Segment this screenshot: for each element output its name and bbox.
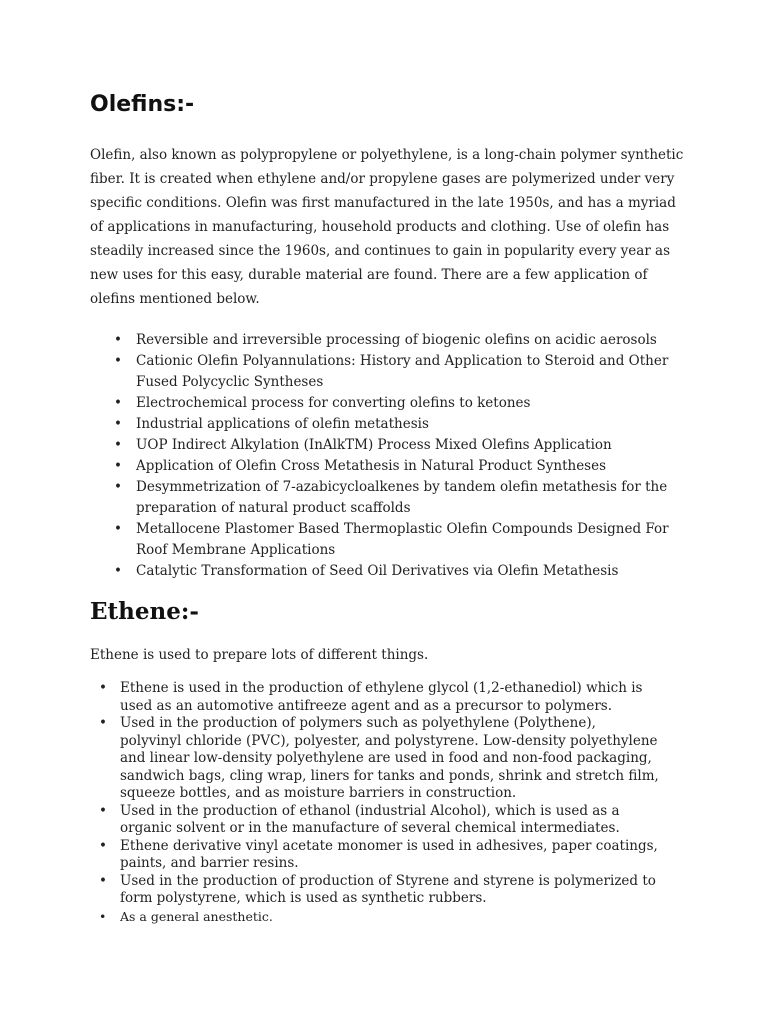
list-item: • Reversible and irreversible processing of biogenic olefins on acidic aerosols — [136, 330, 676, 351]
list-item: • As a general anesthetic. — [120, 908, 660, 926]
ethene-intro-paragraph: Ethene is used to prepare lots of different things. — [90, 647, 429, 663]
list-item: • Used in the production of ethanol (industrial Alcohol), which is used as a organic solvent or in the manufacture of several chemical intermediates. — [120, 803, 660, 838]
list-item: • Desymmetrization of 7-azabicycloalkenes by tandem olefin metathesis for the preparation of natural product scaffolds — [136, 477, 676, 519]
list-item: • Application of Olefin Cross Metathesis in Natural Product Syntheses — [136, 456, 676, 477]
olefins-heading: Olefins:- — [90, 92, 195, 117]
list-item: • UOP Indirect Alkylation (InAlkTM) Process Mixed Olefins Application — [136, 435, 676, 456]
ethene-uses-list — [120, 680, 660, 925]
list-item: • Ethene is used in the production of ethylene glycol (1,2-ethanediol) which is used as an automotive antifreeze agent and as a precursor to polymers. — [120, 680, 660, 715]
list-item: • Metallocene Plastomer Based Thermoplastic Olefin Compounds Designed For Roof Membrane Applications — [136, 519, 676, 561]
list-item: • Catalytic Transformation of Seed Oil Derivatives via Olefin Metathesis — [136, 561, 676, 582]
list-item: • Used in the production of production of Styrene and styrene is polymerized to form polystyrene, which is used as synthetic rubbers. — [120, 873, 660, 908]
list-item: • Used in the production of polymers such as polyethylene (Polythene), polyvinyl chloride (PVC), polyester, and polystyrene. Low-density polyethylene and linear low-density polyethylene are used in food and non-food packaging, sandwich bags, cling wrap, liners for tanks and ponds, shrink and stretch film, squeeze bottles, and as moisture barriers in construction. — [120, 715, 660, 803]
list-item: • Cationic Olefin Polyannulations: History and Application to Steroid and Other Fused Polycyclic Syntheses — [136, 351, 676, 393]
list-item: • Electrochemical process for converting olefins to ketones — [136, 393, 676, 414]
ethene-heading: Ethene:- — [90, 598, 199, 625]
olefin-applications-list — [136, 330, 676, 582]
olefins-intro-paragraph: Olefin, also known as polypropylene or polyethylene, is a long-chain polymer synthetic fiber. It is created when ethylene and/or propylene gases are polymerized under very specific conditions. Olefin was first manufactured in the late 1950s, and has a myriad of applications in manufacturing, household products and clothing. Use of olefin has steadily increased since the 1960s, and continues to gain in popularity every year as new uses for this easy, durable material are found. There are a few application of olefins mentioned below. — [90, 147, 684, 307]
list-item: • Industrial applications of olefin metathesis — [136, 414, 676, 435]
list-item: • Ethene derivative vinyl acetate monomer is used in adhesives, paper coatings, paints, and barrier resins. — [120, 838, 660, 873]
